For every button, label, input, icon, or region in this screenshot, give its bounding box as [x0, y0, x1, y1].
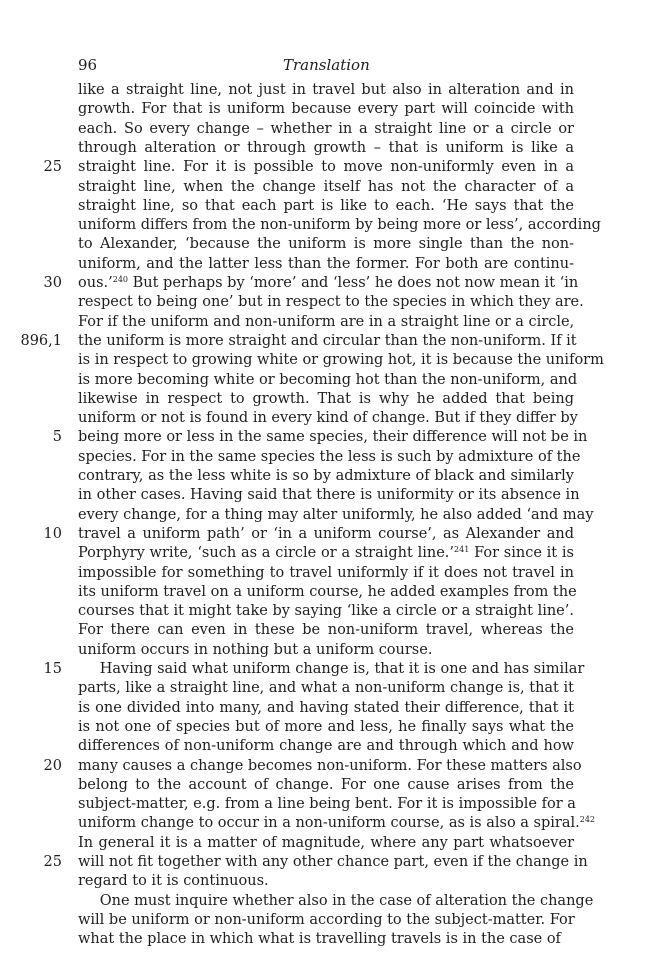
text-line-content: species. For in the same species the less is such by admixture of the	[78, 448, 581, 465]
margin-line-number: 20	[43, 757, 62, 774]
text-line-content: ous.’	[78, 275, 113, 291]
text-line-content: For if the uniform and non-uniform are in a straight line or a circle,	[78, 313, 575, 330]
text-line	[78, 80, 574, 100]
text-line-content: every change, for a thing may alter uniformly, he also added ‘and may	[78, 506, 594, 523]
text-line	[78, 370, 578, 390]
text-line-content: Porphyry write, ‘such as a circle or a straight line.’	[78, 545, 455, 562]
text-line-content: in other cases. Having said that there is uniformity or its absence in	[78, 487, 580, 504]
text-line	[78, 389, 574, 409]
text-line-content: being more or less in the same species, their difference will not be in	[78, 429, 588, 446]
text-line-content: In general it is a matter of magnitude, where any part whatsoever	[78, 834, 574, 851]
text-line	[78, 813, 596, 833]
text-line	[78, 408, 578, 428]
footnote-reference: 241	[454, 545, 470, 555]
text-line-content: uniform, and the latter less than the former. For both are continu-	[78, 255, 574, 272]
text-line	[78, 331, 577, 351]
text-line	[78, 794, 574, 814]
text-line	[78, 582, 577, 602]
text-line-content: like a straight line, not just in travel but also in alteration and in	[78, 82, 574, 98]
text-line-content: travel a uniform path’ or ‘in a uniform course’, as Alexander and	[78, 525, 574, 542]
text-line	[78, 601, 574, 621]
margin-line-number: 30	[43, 275, 62, 291]
text-line	[78, 273, 579, 293]
text-line-content: growth. For that is uniform because every part will coincide with	[78, 101, 574, 118]
text-line	[78, 447, 581, 467]
text-line	[78, 254, 574, 274]
text-line	[78, 350, 604, 370]
text-line-content: uniform change to occur in a non-uniform course, as is also a spiral.	[78, 815, 580, 832]
text-line-content: subject-matter, e.g. from a line being bent. For it is impossible for a	[78, 796, 576, 813]
text-line-content: to Alexander, ‘because the uniform is more single than the non-	[78, 236, 574, 253]
text-line	[78, 177, 574, 197]
footnote-reference: 240	[112, 275, 129, 284]
text-line-content: is not one of species but of more and less, he finally says what the	[78, 718, 574, 735]
text-line-content: will not fit together with any other chance part, even if the change in	[78, 854, 588, 870]
text-line	[78, 119, 574, 139]
text-line-content: its uniform travel on a uniform course, he added examples from the	[78, 583, 577, 600]
text-line	[78, 717, 574, 737]
text-line-content: courses that it might take by saying ‘like a circle or a straight line’.	[78, 603, 574, 620]
text-line-content: straight line. For it is possible to move non-uniformly even in a	[78, 159, 574, 176]
text-line	[78, 215, 601, 235]
text-line-content: parts, like a straight line, and what a non-uniform change is, that it	[78, 680, 574, 697]
page-number: 96	[78, 56, 98, 74]
text-line	[78, 563, 574, 583]
margin-line-number: 25	[43, 159, 62, 176]
text-line	[78, 196, 574, 216]
text-line-content: differences of non-uniform change are and through which and how	[78, 738, 574, 755]
running-head: Translation	[283, 56, 370, 74]
margin-line-number: 15	[43, 661, 62, 677]
text-line	[78, 620, 574, 640]
text-line-content: contrary, as the less white is so by admixture of black and similarly	[78, 468, 574, 484]
text-line	[78, 698, 574, 718]
text-line-content: is in respect to growing white or growing hot, it is because the uniform	[78, 352, 604, 369]
text-line-content: impossible for something to travel uniformly if it does not travel in	[78, 564, 574, 581]
text-line	[78, 871, 574, 891]
margin-line-number: 10	[43, 525, 62, 542]
margin-line-number: 896,1	[20, 332, 62, 349]
text-line-content: many causes a change becomes non-uniform. For these matters also	[78, 757, 582, 774]
text-line-content: straight line, when the change itself has not the character of a	[78, 178, 574, 195]
text-line	[78, 678, 574, 698]
text-line-content: the uniform is more straight and circular than the non-uniform. If it	[78, 332, 577, 349]
text-line-content: uniform or not is found in every kind of change. But if they differ by	[78, 410, 578, 427]
text-line	[78, 910, 574, 930]
text-line	[78, 505, 594, 525]
text-line-content: likewise in respect to growth. That is why he added that being	[78, 390, 574, 407]
text-line	[78, 891, 594, 911]
text-line-content: uniform differs from the non-uniform by being more or less’, according	[78, 217, 601, 234]
text-line-content: respect to being one’ but in respect to the species in which they are.	[78, 294, 584, 311]
footnote-reference: 242	[579, 815, 596, 825]
text-line	[78, 234, 574, 254]
text-line	[78, 524, 574, 544]
text-line-content: what the place in which what is travelling travels is in the case of	[78, 931, 561, 948]
text-line-content: will be uniform or non-uniform according to the subject-matter. For	[78, 911, 575, 928]
text-line	[78, 659, 585, 679]
text-line	[78, 157, 574, 177]
text-line	[78, 736, 574, 756]
margin-line-number: 5	[52, 429, 62, 446]
text-line-content: belong to the account of change. For one cause arises from the	[78, 776, 574, 793]
text-line-continuation: But perhaps by ‘more’ and ‘less’ he does not now mean it ‘in	[128, 275, 579, 291]
text-line	[78, 138, 574, 158]
text-line-content: each. So every change – whether in a straight line or a circle or	[78, 120, 574, 137]
text-line-content: regard to it is continuous.	[78, 873, 269, 890]
text-line	[78, 543, 574, 563]
text-line	[78, 485, 580, 505]
text-line	[78, 756, 582, 776]
text-line-content: is one divided into many, and having stated their difference, that it	[78, 699, 574, 716]
text-line	[78, 312, 574, 332]
text-line	[78, 466, 574, 486]
text-line	[78, 99, 574, 119]
text-line-continuation: For since it is	[469, 545, 574, 562]
text-line	[78, 640, 574, 660]
text-line-content: One must inquire whether also in the case of alteration the change	[78, 892, 594, 909]
text-line	[78, 852, 588, 872]
text-line	[78, 775, 574, 795]
text-line	[78, 833, 574, 853]
text-line-content: is more becoming white or becoming hot than the non-uniform, and	[78, 371, 578, 388]
text-line-content: For there can even in these be non-uniform travel, whereas the	[78, 622, 574, 639]
text-line-content: uniform occurs in nothing but a uniform course.	[78, 641, 433, 658]
text-line-content: straight line, so that each part is like to each. ‘He says that the	[78, 197, 574, 214]
text-line-content: through alteration or through growth – that is uniform is like a	[78, 139, 574, 156]
text-line	[78, 929, 574, 949]
margin-line-number: 25	[43, 854, 62, 870]
page-header	[0, 56, 650, 78]
text-line	[78, 292, 584, 312]
text-line-content: Having said what uniform change is, that it is one and has similar	[78, 661, 585, 677]
text-line	[78, 427, 588, 447]
